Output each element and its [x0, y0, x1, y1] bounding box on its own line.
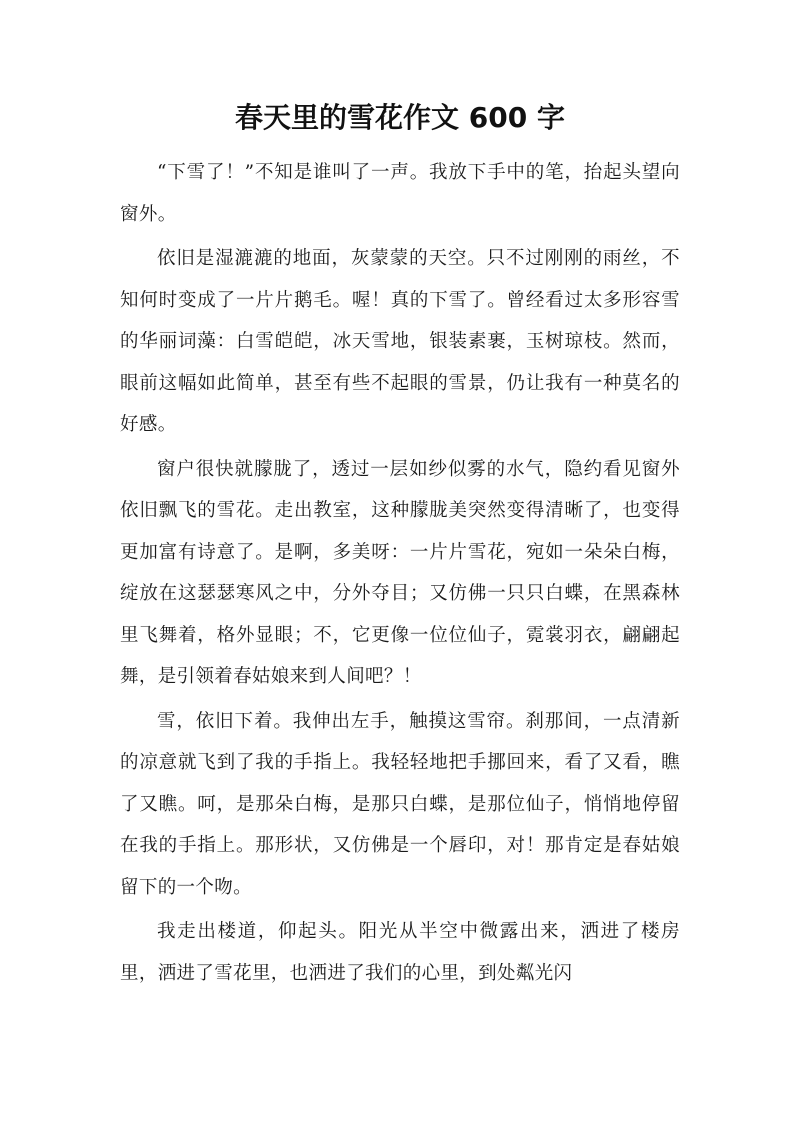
paragraph-4: 雪，依旧下着。我伸出左手，触摸这雪帘。刹那间，一点清新的凉意就飞到了我的手指上。我轻轻地把手挪回来，看了又看，瞧了又瞧。呵，是那朵白梅，是那只白蝶，是那位仙子，悄悄地停留在我的手指上。那形状，又仿佛是一个唇印，对！那肯定是春姑娘留下的一个吻。 — [120, 710, 680, 898]
paragraph-2: 依旧是湿漉漉的地面，灰蒙蒙的天空。只不过刚刚的雨丝，不知何时变成了一片片鹅毛。喔！真的下雪了。曾经看过太多形容雪的华丽词藻：白雪皑皑，冰天雪地，银装素裹，玉树琼枝。然而，眼前这幅如此简单，甚至有些不起眼的雪景，仍让我有一种莫名的好感。 — [120, 248, 680, 435]
paragraph-5: 我走出楼道，仰起头。阳光从半空中微露出来，洒进了楼房里，洒进了雪花里，也洒进了我们的心里，到处粼光闪 — [120, 921, 680, 984]
document-body — [120, 152, 680, 997]
paragraph-3: 窗户很快就朦胧了，透过一层如纱似雾的水气，隐约看见窗外依旧飘飞的雪花。走出教室，这种朦胧美突然变得清晰了，也变得更加富有诗意了。是啊，多美呀：一片片雪花，宛如一朵朵白梅，绽放在这瑟瑟寒风之中，分外夺目；又仿佛一只只白蝶，在黑森林里飞舞着，格外显眼；不，它更像一位位仙子，霓裳羽衣，翩翩起舞，是引领着春姑娘来到人间吧？！ — [120, 458, 680, 687]
paragraph-1: “下雪了！”不知是谁叫了一声。我放下手中的笔，抬起头望向窗外。 — [120, 162, 680, 225]
document-title: 春天里的雪花作文 600 字 — [235, 101, 565, 134]
